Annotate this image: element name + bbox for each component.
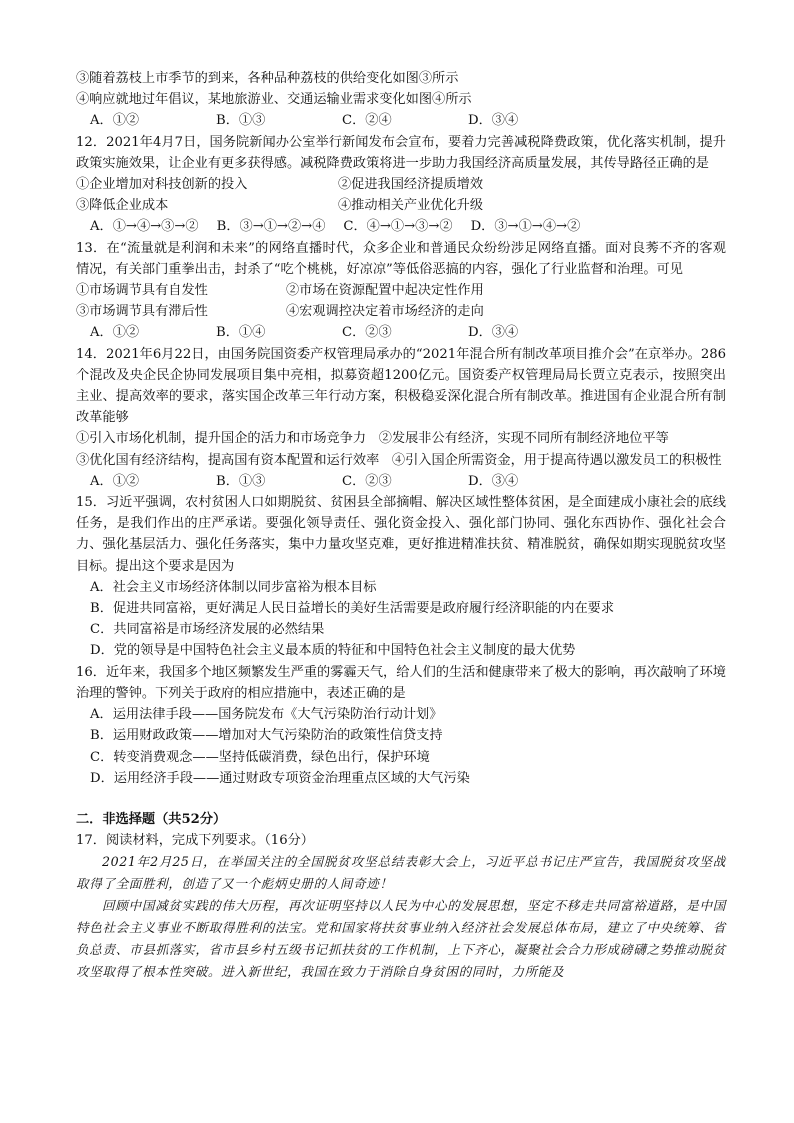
q17-stem: 17．阅读材料，完成下列要求。（16分） [76,833,314,849]
item-4: ④宏观调控决定着市场经济的走向 [286,304,484,320]
q15-option-d[interactable]: D．党的领导是中国特色社会主义最本质的特征和中国特色社会主义制度的最大优势 [90,643,576,659]
q14-items-row2 [76,450,726,471]
material-paragraph: 2021年2月25日，在举国关注的全国脱贫攻坚总结表彰大会上，习近平总书记庄严宣告，我国脱贫攻坚战取得了全面胜利，创造了又一个彪炳史册的人间奇迹！ [76,854,726,892]
q15-option-b[interactable]: B．促进共同富裕，更好满足人民日益增长的美好生活需要是政府履行经济职能的内在要求 [90,601,614,617]
q16-option-b[interactable]: B．运用财政政策——增加对大气污染防治的政策性信贷支持 [90,728,443,744]
q15-option-a[interactable]: A．社会主义市场经济体制以同步富裕为根本目标 [90,579,377,595]
text-line: ③随着荔枝上市季节的到来，各种品种荔枝的供给变化如图③所示 [76,71,459,86]
item-2: ②促进我国经济提质增效 [338,177,484,193]
option-d[interactable]: D．③④ [468,113,519,129]
option-c[interactable]: C．②③ [342,325,392,341]
q12-options [76,216,726,237]
q16-option-a[interactable]: A．运用法律手段——国务院发布《大气污染防治行动计划》 [90,707,443,723]
q14-stem: 14．2021年6月22日，由国务院国资委产权管理局承办的“2021年混合所有制改革项目推介会”在京举办。286个混改及央企民企协同发展项目集中亮相，拟募资超1200亿元。国资委产权管理局局长贾立克表示，按照突出主业、提高效率的要求，落实国企改革三年行动方案，积极稳妥深化混合所有制改革。推进国有企业混合所有制改革能够 [76,346,726,426]
exam-page [76,68,726,983]
q16-stem: 16．近年来，我国多个地区频繁发生严重的雾霾天气，给人们的生活和健康带来了极大的影响，再次敲响了环境治理的警钟。下列关于政府的相应措施中，表述正确的是 [76,664,726,701]
q16-option-d[interactable]: D．运用经济手段——通过财政专项资金治理重点区域的大气污染 [90,770,470,786]
section-title: 二．非选择题（共52分） [76,811,227,827]
q12-items-row2 [76,195,726,216]
option-c[interactable]: C．②③ [342,473,392,489]
q11-options [76,110,726,131]
option-d[interactable]: D．③→①→④→② [470,219,581,235]
q12-stem: 12．2021年4月7日，国务院新闻办公室举行新闻发布会宣布，要着力完善减税降费政策，优化落实机制，提升政策实施效果，让企业有更多获得感。减税降费政策将进一步助力我国经济高质量发展，其传导路径正确的是 [76,134,726,171]
item-3: ③优化国有经济结构，提高国有资本配置和运行效率 [76,452,380,468]
option-b[interactable]: B．①④ [216,325,266,341]
option-a[interactable]: A．①② [90,325,140,341]
item-2: ②发展非公有经济，实现不同所有制经济地位平等 [378,431,669,447]
option-c[interactable]: C．②④ [342,113,392,129]
q14-items-row1 [76,428,726,449]
q13-items-row1 [76,280,726,301]
option-a[interactable]: A．①② [90,113,140,129]
option-b[interactable]: B．③→①→②→④ [216,219,326,235]
text-line: ④响应就地过年倡议，某地旅游业、交通运输业需求变化如图④所示 [76,92,472,108]
option-d[interactable]: D．③④ [468,325,519,341]
q16-option-c[interactable]: C．转变消费观念——坚持低碳消费，绿色出行，保护环境 [90,749,430,765]
q13-items-row2 [76,301,726,322]
item-2: ②市场在资源配置中起决定性作用 [286,283,484,299]
q15-stem: 15．习近平强调，农村贫困人口如期脱贫、贫困县全部摘帽、解决区域性整体贫困，是全面建成小康社会的底线任务，是我们作出的庄严承诺。要强化领导责任、强化资金投入、强化部门协同、强化东西协作、强化社会合力、强化基层活力、强化任务落实，集中力量攻坚克难，更好推进精准扶贫、精准脱贫，确保如期实现脱贫攻坚目标。提出这个要求是因为 [76,495,726,574]
item-4: ④引入国企所需资金，用于提高待遇以激发员工的积极性 [391,452,722,468]
q12-items-row1 [76,174,726,195]
option-c[interactable]: C．④→①→③→② [343,219,453,235]
item-4: ④推动相关产业优化升级 [338,198,484,214]
option-a[interactable]: A．①② [90,473,140,489]
option-a[interactable]: A．①→④→③→② [90,219,199,235]
option-d[interactable]: D．③④ [468,473,519,489]
q17-material [76,851,726,983]
option-b[interactable]: B．①③ [216,113,266,129]
q14-options [76,471,726,492]
item-1: ①引入市场化机制，提升国企的活力和市场竞争力 [76,431,367,447]
item-1: ①企业增加对科技创新的投入 [76,177,248,193]
q15-option-c[interactable]: C．共同富裕是市场经济发展的必然结果 [90,622,325,638]
q13-options [76,322,726,343]
material-paragraph: 回顾中国减贫实践的伟大历程，再次证明坚持以人民为中心的发展思想，坚定不移走共同富裕道路，是中国特色社会主义事业不断取得胜利的法宝。党和国家将扶贫事业纳入经济社会发展总体布局，建立了中央统筹、省负总责、市县抓落实，省市县乡村五级书记抓扶贫的工作机制，上下齐心，凝聚社会合力形成磅礴之势推动脱贫攻坚取得了根本性突破。进入新世纪，我国在致力于消除自身贫困的同时，力所能及 [76,898,726,980]
item-1: ①市场调节具有自发性 [76,283,208,299]
item-3: ③市场调节具有滞后性 [76,304,208,320]
q13-stem: 13．在“流量就是利润和未来”的网络直播时代，众多企业和普通民众纷纷涉足网络直播。面对良莠不齐的客观情况，有关部门重拳出击，封杀了“吃个桃桃，好凉凉”等低俗恶搞的内容，强化了行业监督和治理。可见 [76,240,726,277]
option-b[interactable]: B．①③ [216,473,266,489]
item-3: ③降低企业成本 [76,198,169,214]
